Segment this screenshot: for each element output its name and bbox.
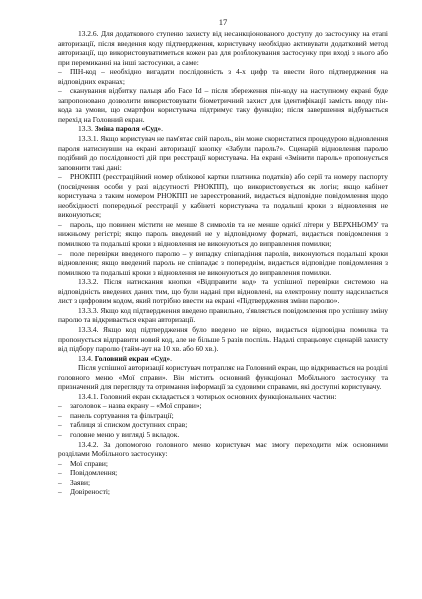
list-item: – панель сортування та фільтрації; — [58, 411, 388, 421]
paragraph: 13.3.2. Після натискання кнопки «Відправити код» та успішної перевірки системою на відповідність введених даних тим, що були надані при відновлені, на електронну пошту надсилається лист з цифровим кодом, який потрібно ввести на екрані «Підтвердження зміни паролю». — [58, 277, 388, 306]
paragraph: 13.2.6. Для додаткового ступеню захисту від несанкціонованого доступу до застосунку на етапі авторизації, після введення коду підтвердження, користувачу необхідно активувати додатковий метод авторизації, що використовуватиметься кожен раз для розблокування застосунку при вході з нього або при перемиканні на інші застосунки, а саме: — [58, 29, 388, 67]
paragraph: 13.4.1. Головний екран складається з чотирьох основних функціональних частин: — [78, 391, 337, 401]
list-item: – Заяви; — [58, 478, 388, 488]
list-item: – Повідомлення; — [58, 468, 388, 478]
list-item: – ПІН-код – необхідно вигадати послідовність з 4-х цифр та ввести його підтвердження на відповідних екранах; — [58, 67, 388, 86]
list-item: – таблиця зі списком доступних справ; — [58, 420, 388, 430]
list-item: – Мої справи; — [58, 459, 388, 469]
list-item: – Довіреності; — [58, 487, 388, 497]
paragraph: Після успішної авторизації користувач потрапляє на Головний екран, що відкривається на розділі головного меню «Мої справи». Він містить основний функціонал Мобільного застосунку та призначений для перегляду та отримання інформації за судовими справами, які доступні користувачу. — [58, 363, 388, 392]
section-heading: 13.4. Головний екран «Суд». — [78, 353, 172, 363]
paragraph: 13.3.4. Якщо код підтвердження було введено не вірно, видається відповідна помилка та пропонується відправити новий код, але не більше 5 разів поспіль. Надалі спрацьовує сценарій захисту від підбору паролю (тайм-аут на 10 хв. або 60 хв.). — [58, 324, 388, 354]
paragraph: 13.3.3. Якщо код підтвердження введено правильно, з'являється повідомлення про успішну зміну паролю та відкривається екран авторизації. — [58, 305, 388, 325]
list-item: – головне меню у вигляді 5 вкладок. — [58, 430, 388, 440]
list-item: – сканування відбитку пальця або Face Id – після збереження пін-коду на наступному екрані буде запропоновано дозволити використовувати біометричний захист для ідентифікації замість вводу пін-кода за умови, що смартфон користувача підтримує таку функцію; після завершення відбувається перехід на Головний екран. — [58, 86, 388, 124]
document-body — [58, 29, 388, 497]
section-heading: 13.3. Зміна пароля «Суд». — [78, 124, 163, 134]
paragraph: 13.4.2. За допомогою головного меню користувач має змогу переходити між основними розділами Мобільного застосунку: — [58, 439, 388, 459]
list-item: – заголовок – назва екрану – «Мої справи»; — [58, 401, 388, 411]
page-number: 17 — [218, 17, 228, 27]
list-item: – поле перевірки введеного паролю – у випадку співпадіння паролів, виконуються подальші кроки відновлення; якщо введений пароль не співпадає з попереднім, видається відповідне повідомлення з помилкою та подальші кроки з відновлення не виконуються до виправлення помилки. — [58, 249, 388, 278]
list-item: – пароль, що повинен містити не менше 8 символів та не менше однієї літери у ВЕРХНЬОМУ та нижньому регістрі; якщо пароль введений не у відповідному форматі, видається повідомлення з помилкою та подальші кроки з відновлення не виконуються до виправлення помилки; — [58, 220, 388, 249]
list-item: – РНОКПП (реєстраційний номер облікової картки платника податків) або серії та номеру паспорту (посвідчення особи у разі відсутності РНОКПП), що використовується як логін; якщо кабінет користувача з таким номером РНОКПП не зареєстрований, видається відповідне повідомлення щодо необхідності попередньої реєстрації у кабінеті користувача та подальші кроки з відновлення не виконуються; — [58, 172, 388, 220]
paragraph: 13.3.1. Якщо користувач не пам'ятає свій пароль, він може скористатися процедурою відновлення пароля натиснувши на екрані авторизації кнопку «Забули пароль?». Сценарій відновлення паролю подібний до послідовності дій при реєстрації користувача. На екрані «Змінити пароль» пропонується заповнити такі дані: — [58, 134, 388, 172]
